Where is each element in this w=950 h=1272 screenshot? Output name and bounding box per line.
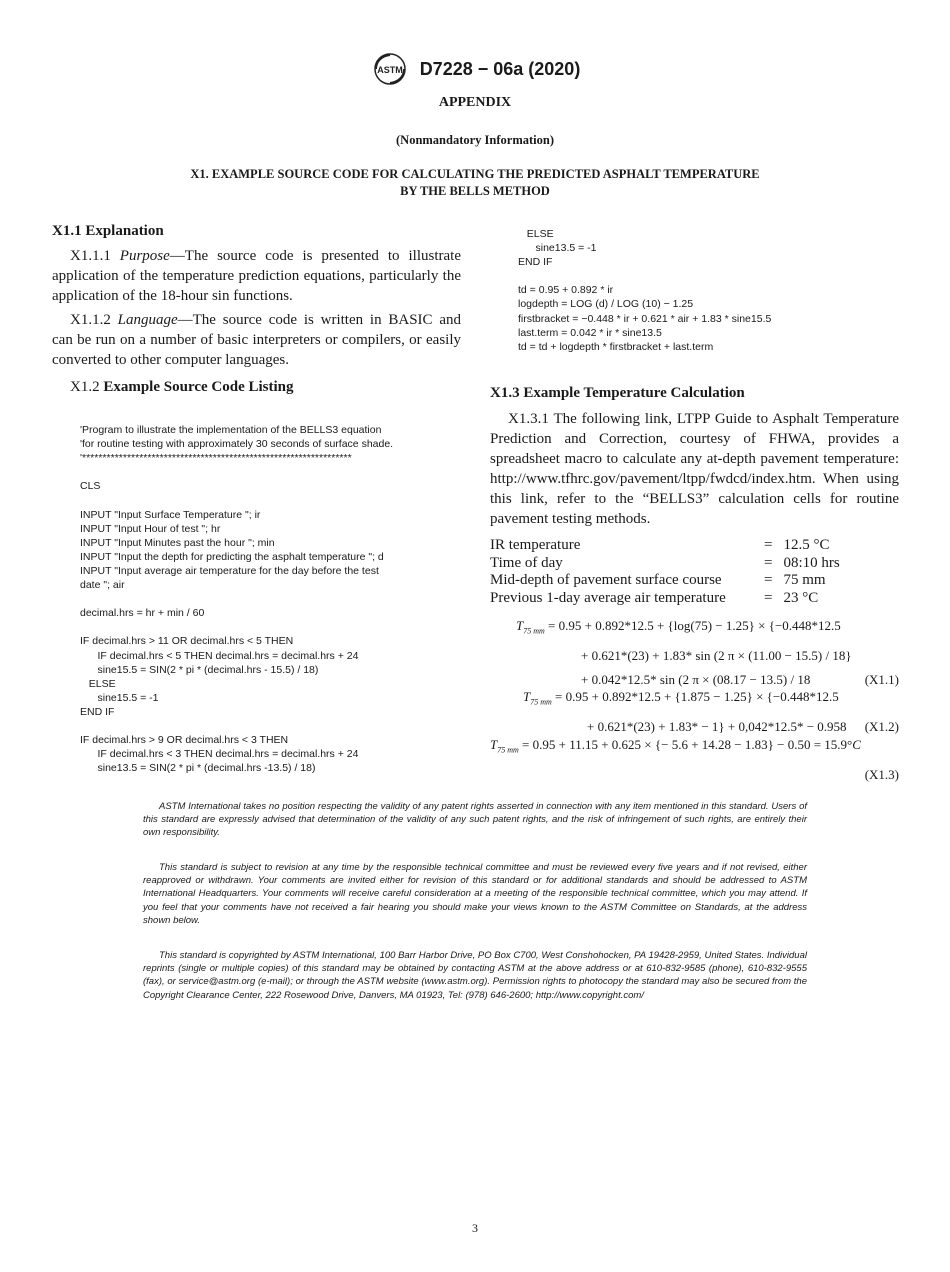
code-line: firstbracket = −0.448 * ir + 0.621 * air + 1.83 * sine15.5	[518, 312, 772, 325]
code-line: td = td + logdepth * firstbracket + last.term	[518, 340, 714, 353]
x11-language-text: —The source code is written in BASIC and can be run on a number of basic interpreters or compilers, or easily converted to other computer languages.	[52, 312, 461, 368]
parameter-label: IR temperature	[490, 537, 581, 553]
code-line	[80, 493, 393, 507]
section-title-line-1: X1. EXAMPLE SOURCE CODE FOR CALCULATING THE PREDICTED ASPHALT TEMPERATURE	[190, 167, 760, 181]
x11-purpose-paragraph	[52, 246, 461, 306]
code-line: CLS	[80, 480, 101, 493]
eq2-subscript: 75 mm	[530, 697, 552, 707]
equation-x1-3	[490, 733, 899, 787]
code-line: sine15.5 = SIN(2 * pi * (decimal.hrs - 15.5) / 18)	[80, 663, 319, 676]
svg-text:ASTM: ASTM	[376, 65, 403, 75]
standard-designation: D7228 − 06a (2020)	[419, 58, 581, 79]
eq3-unit: C	[852, 737, 861, 752]
parameter-equals: =	[764, 554, 773, 571]
copyright-notice: This standard is copyrighted by ASTM International, 100 Barr Harbor Drive, PO Box C700, West Conshohocken, PA 19428-2959, United States. Individual reprints (single or multiple copies) of this standard may be obtained by contacting ASTM at the above address or at 610-832-9585 (phone), 610-832-9555 (fax), or service@astm.org (e-mail); or through the ASTM website (www.astm.org). Permission rights to photocopy the standard may also be secured from the Copyright Clearance Center, 222 Rosewood Drive, Danvers, MA 01923, Tel: (978) 646-2600; http://www.copyright.com/	[143, 950, 807, 1001]
eq3-subscript: 75 mm	[497, 745, 519, 755]
x12-heading	[52, 379, 461, 396]
code-line: ELSE	[518, 228, 554, 240]
eq2-line-2: + 0.621*(23) + 1.83* − 1} + 0,042*12.5* − 0.958	[587, 718, 847, 734]
equation-x1-2	[490, 685, 899, 739]
section-title	[0, 166, 950, 200]
parameter-row	[490, 590, 840, 608]
x11-language-num: X1.1.2	[70, 312, 118, 328]
nonmandatory-label: (Nonmandatory Information)	[396, 133, 554, 147]
x11-purpose-term: Purpose	[119, 248, 170, 264]
parameter-row	[490, 555, 840, 573]
code-line: td = 0.95 + 0.892 * ir	[518, 284, 614, 297]
eq1-symbol: T	[516, 618, 524, 633]
code-line	[80, 592, 393, 606]
code-line	[80, 465, 393, 479]
code-line: END IF	[80, 705, 115, 718]
parameter-equals: =	[764, 537, 773, 553]
x11-language-paragraph	[52, 310, 461, 370]
code-line: sine15.5 = -1	[80, 691, 159, 704]
code-line: IF decimal.hrs < 3 THEN decimal.hrs = decimal.hrs + 24	[80, 748, 359, 761]
parameter-equals: =	[764, 589, 773, 606]
code-line: 'for routine testing with approximately 30 seconds of surface shade.	[80, 438, 394, 451]
parameter-value: 08:10 hrs	[783, 554, 840, 571]
code-line	[80, 620, 393, 634]
parameter-value: 12.5 °C	[783, 537, 830, 553]
parameter-label: Time of day	[490, 554, 563, 571]
equation-x1-1	[490, 614, 899, 692]
parameter-row	[490, 572, 840, 590]
document-header	[0, 52, 950, 86]
eq1-line-1: = 0.95 + 0.892*12.5 + {log(75) − 1.25} × {−0.448*12.5	[548, 618, 841, 633]
x11-purpose-text: —The source code is presented to illustrate application of the temperature prediction equations, particularly the application of the 18-hour sin functions.	[52, 248, 461, 304]
x12-number: X1.2	[70, 379, 104, 395]
parameters-table	[490, 537, 840, 607]
code-line: INPUT "Input the depth for predicting the asphalt temperature "; d	[80, 550, 384, 563]
eq3-number: (X1.3)	[864, 766, 899, 782]
parameter-label: Mid-depth of pavement surface course	[490, 572, 722, 588]
code-line: IF decimal.hrs > 9 OR decimal.hrs < 3 THEN	[80, 734, 289, 747]
code-line: logdepth = LOG (d) / LOG (10) − 1.25	[518, 298, 694, 311]
section-title-line-2: BY THE BELLS METHOD	[400, 184, 550, 198]
code-line: INPUT "Input Minutes past the hour "; min	[80, 536, 275, 549]
code-line: INPUT "Input Surface Temperature "; ir	[80, 508, 261, 521]
x13-heading: X1.3 Example Temperature Calculation	[490, 385, 745, 401]
eq1-line-2: + 0.621*(23) + 1.83* sin (2 π × (11.00 − 15.5) / 18}	[581, 647, 852, 663]
x11-language-term: Language	[117, 312, 178, 328]
astm-logo	[370, 52, 410, 86]
x12-title: Example Source Code Listing	[103, 379, 294, 395]
x11-heading: X1.1 Explanation	[52, 223, 164, 239]
eq1-subscript: 75 mm	[523, 626, 545, 636]
x13-paragraph: X1.3.1 The following link, LTPP Guide to Asphalt Temperature Prediction and Correction, courtesy of FHWA, provides a spreadsheet macro to calculate any at-depth pavement temperature: http://www.tfhrc.gov/pavement/ltpp/fwdcd/index.htm. When using this link, refer to the “BELLS3” calculation cells for routine pavement testing methods.	[490, 411, 899, 527]
code-line	[80, 719, 393, 733]
eq3-line-1: = 0.95 + 11.15 + 0.625 × {− 5.6 + 14.28 − 1.83} − 0.50 = 15.9°	[522, 737, 853, 752]
parameter-row	[490, 537, 840, 555]
eq1-line-3: + 0.042*12.5* sin (2 π × (08.17 − 13.5) / 18	[581, 671, 811, 687]
source-code-listing-left	[80, 423, 393, 775]
eq2-number: (X1.2)	[864, 718, 899, 734]
parameter-value: 23 °C	[783, 589, 819, 606]
page-number: 3	[472, 1221, 478, 1235]
eq1-number: (X1.1)	[864, 671, 899, 687]
code-line: last.term = 0.042 * ir * sine13.5	[518, 326, 662, 339]
eq2-line-1: = 0.95 + 0.892*12.5 + {1.875 − 1.25} × {−0.448*12.5	[555, 689, 839, 704]
appendix-title: APPENDIX	[438, 95, 512, 110]
code-line: decimal.hrs = hr + min / 60	[80, 607, 205, 620]
source-code-listing-right	[518, 227, 771, 354]
code-line: INPUT "Input average air temperature for the day before the test	[80, 564, 379, 577]
code-line: 'Program to illustrate the implementation of the BELLS3 equation	[80, 424, 382, 436]
code-line	[518, 269, 771, 283]
patent-notice: ASTM International takes no position respecting the validity of any patent rights asserted in connection with any item mentioned in this standard. Users of this standard are expressly advised that determination of the validity of any such patent rights, and the risk of infringement of such rights, are entirely their own responsibility.	[143, 801, 807, 839]
eq3-symbol: T	[490, 737, 498, 752]
code-line: sine13.5 = SIN(2 * pi * (decimal.hrs -13.5) / 18)	[80, 762, 316, 775]
code-line: IF decimal.hrs < 5 THEN decimal.hrs = decimal.hrs + 24	[80, 649, 359, 662]
parameter-value: 75 mm	[783, 572, 826, 588]
x11-purpose-num: X1.1.1	[70, 248, 120, 264]
code-line: sine13.5 = -1	[518, 242, 597, 255]
code-line: END IF	[518, 256, 553, 269]
eq2-symbol: T	[523, 689, 531, 704]
parameter-equals: =	[764, 572, 773, 588]
code-line: date "; air	[80, 579, 125, 592]
code-line: IF decimal.hrs > 11 OR decimal.hrs < 5 THEN	[80, 635, 294, 648]
parameter-label: Previous 1-day average air temperature	[490, 589, 726, 606]
code-line: INPUT "Input Hour of test "; hr	[80, 522, 221, 535]
code-line: ELSE	[80, 677, 116, 690]
revision-notice: This standard is subject to revision at any time by the responsible technical committee and must be reviewed every five years and if not revised, either reapproved or withdrawn. Your comments are invited either for revision of this standard or for additional standards and should be addressed to ASTM International Headquarters. Your comments will receive careful consideration at a meeting of the responsible technical committee, which you may attend. If you feel that your comments have not received a fair hearing you should make your views known to the ASTM Committee on Standards, at the address shown below.	[143, 862, 807, 926]
code-line: '******************************************************************	[80, 452, 352, 465]
